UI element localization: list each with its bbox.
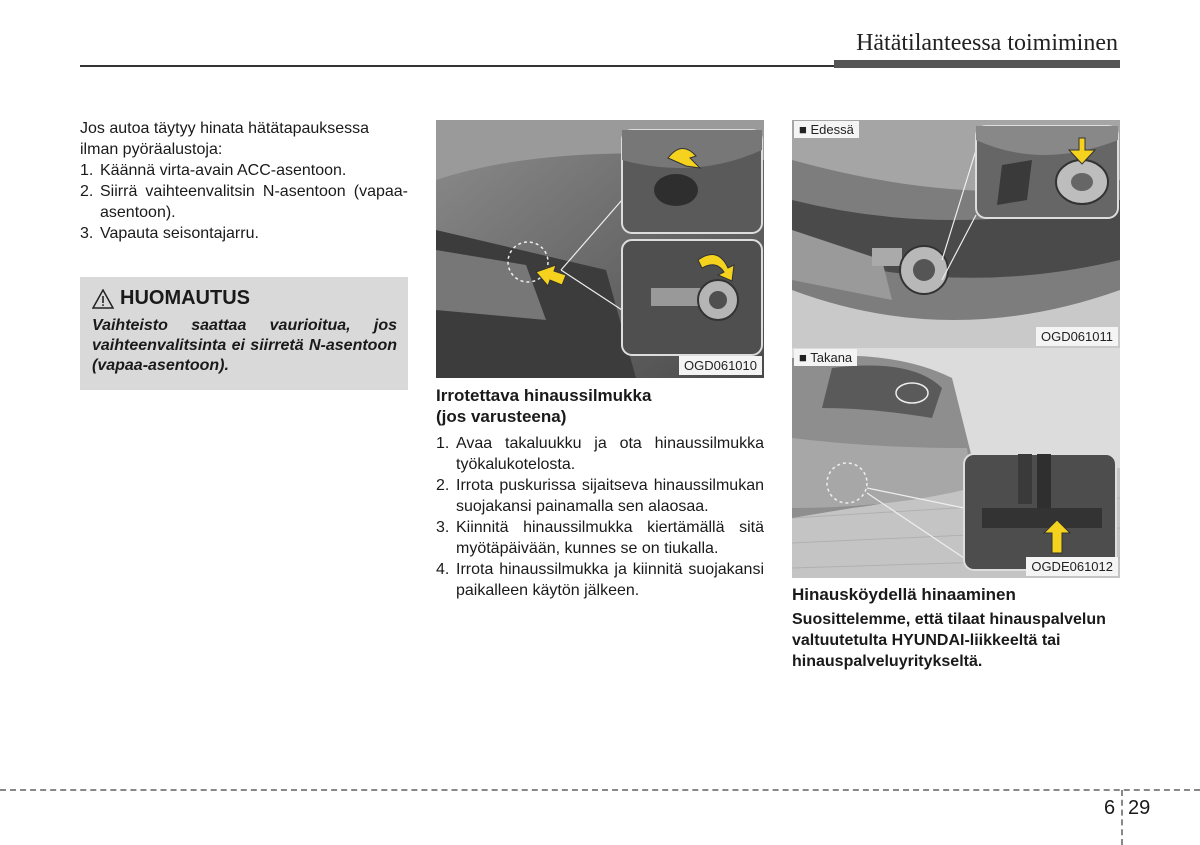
rope-tow-body: Suosittelemme, että tilaat hinauspalvelun valtuutetulta HYUNDAI-liikkeeltä tai hinauspalveluyritykseltä.: [792, 611, 1106, 670]
intro-text: Jos autoa täytyy hinata hätätapauksessa ilman pyöräalustoja:: [80, 120, 370, 158]
removable-hook-steps: [436, 433, 764, 601]
header-rule: [80, 65, 840, 67]
notice-body: Vaihteisto saattaa vaurioitua, jos vaihteenvalitsinta ei siirretä N-asentoon (vapaa-asentoon).: [92, 317, 397, 374]
footer-divider: [1121, 790, 1123, 845]
list-item: 3. Vapauta seisontajarru.: [80, 225, 259, 242]
list-item: 4. Irrota hinaussilmukka ja kiinnitä suojakansi paikalleen käytön jälkeen.: [436, 561, 764, 599]
rope-tow-heading: Hinausköydellä hinaaminen: [792, 585, 1016, 604]
header-accent-bar: [834, 60, 1120, 68]
rear-tow-illustration: [792, 348, 1120, 578]
list-item: 1. Avaa takaluukku ja ota hinaussilmukka työkalukotelosta.: [436, 435, 764, 473]
figure-label: ■ Edessä: [794, 121, 859, 138]
figure-code: OGD061010: [679, 356, 762, 375]
notice-title: HUOMAUTUS: [120, 287, 250, 309]
notice-box: [80, 277, 408, 390]
notice-heading: [92, 287, 250, 310]
removable-hook-heading: Irrotettava hinaussilmukka (jos varusteena): [436, 386, 652, 426]
list-item: 1. Käännä virta-avain ACC-asentoon.: [80, 162, 347, 179]
figure-label: ■ Takana: [794, 349, 857, 366]
front-tow-illustration: [792, 120, 1120, 348]
intro-steps: [80, 160, 408, 244]
chapter-number: 6: [1104, 797, 1116, 819]
front-tow-figure: [792, 120, 1120, 348]
list-item: 3. Kiinnitä hinaussilmukka kiertämällä sitä myötäpäivään, kunnes se on tiukalla.: [436, 519, 764, 557]
tow-hook-figure: [436, 120, 764, 378]
intro-section: [80, 118, 408, 244]
figure-code: OGD061011: [1036, 327, 1118, 346]
list-item: 2. Siirrä vaihteenvalitsin N-asentoon (vapaa-asentoon).: [80, 183, 408, 221]
tow-hook-illustration: [436, 120, 764, 378]
warning-icon: [92, 289, 114, 309]
section-title: Hätätilanteessa toimiminen: [856, 30, 1118, 56]
figure-code: OGDE061012: [1026, 557, 1118, 576]
list-item: 2. Irrota puskurissa sijaitseva hinaussilmukan suojakansi painamalla sen alaosaa.: [436, 477, 764, 515]
page-number: 29: [1128, 797, 1151, 819]
footer-rule: [0, 789, 1200, 791]
rear-tow-figure: [792, 348, 1120, 578]
